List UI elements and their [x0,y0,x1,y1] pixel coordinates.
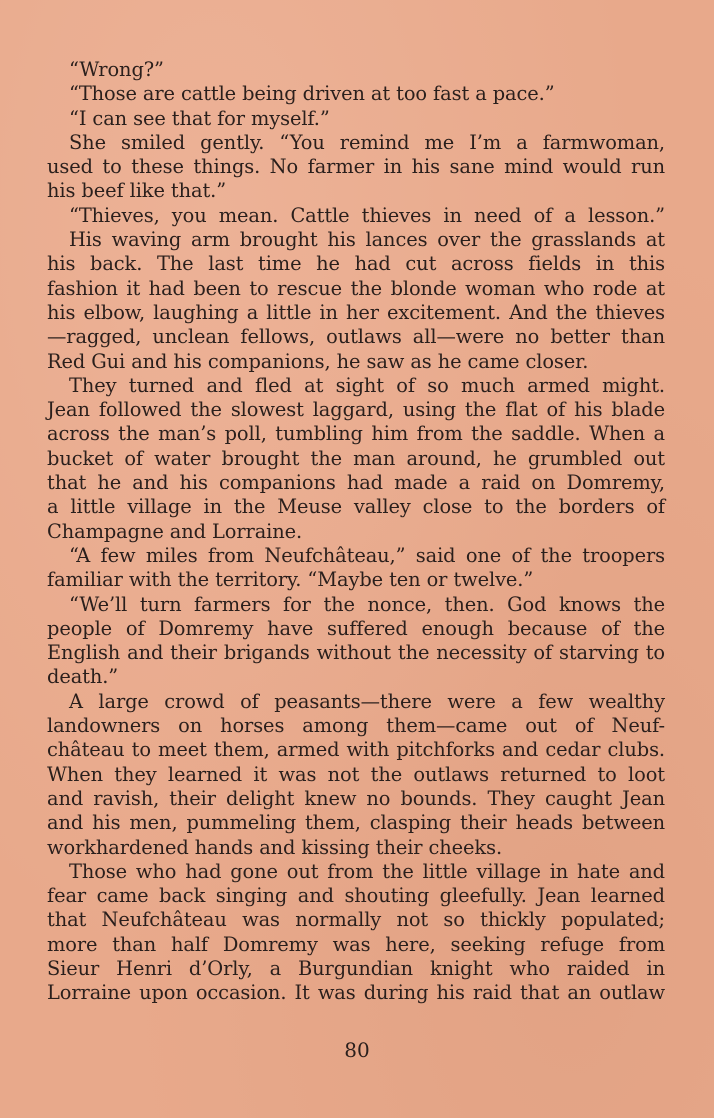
text-line: death.” [47,665,119,689]
page-number: 80 [344,1038,370,1062]
text-line: his back. The last time he had cut across fields in this [47,252,665,276]
text-line: “Wrong?” [69,58,164,81]
text-line: Lorraine upon occasion. It was during his raid that an outlaw [47,981,665,1005]
text-line: that Neufchâteau was normally not so thickly populated; [47,908,665,932]
text-line: English and their brigands without the necessity of starving to [47,641,665,665]
text-line: When they learned it was not the outlaws returned to loot [47,762,665,786]
text-line: She smiled gently. “You remind me I’m a farmwoman, [69,130,665,154]
text-line: people of Domremy have suffered enough because of the [47,616,665,640]
text-line: and his men, pummeling them, clasping their heads between [47,811,665,835]
text-line: his beef like that.” [47,179,227,203]
text-line: more than half Domremy was here, seeking refuge from [47,932,665,956]
text-line: Those who had gone out from the little village in hate and [69,859,665,883]
text-line: fashion it had been to rescue the blonde woman who rode at [47,276,665,300]
body-text [47,58,665,1006]
text-line: They turned and fled at sight of so much armed might. [69,373,665,397]
text-line: used to these things. No farmer in his sane mind would run [47,155,665,179]
text-line: Sieur Henri d’Orly, a Burgundian knight who raided in [47,956,665,980]
text-line: “Those are cattle being driven at too fast a pace.” [69,82,555,106]
text-line: Red Gui and his companions, he saw as he came closer. [47,349,589,373]
text-line: bucket of water brought the man around, he grumbled out [47,446,665,470]
text-line: fear came back singing and shouting gleefully. Jean learned [47,884,665,908]
text-line: Champagne and Lorraine. [47,519,303,543]
text-line: familiar with the territory. “Maybe ten or twelve.” [47,568,534,592]
text-line: and ravish, their delight knew no bounds. They caught Jean [47,786,665,810]
text-line: his elbow, laughing a little in her excitement. And the thieves [47,300,665,324]
text-line: —ragged, unclean fellows, outlaws all—were no better than [47,325,665,349]
text-line: “We’ll turn farmers for the nonce, then. God knows the [69,592,665,616]
text-line: that he and his companions had made a raid on Domremy, [47,471,665,495]
text-line: “I can see that for myself.” [69,106,330,130]
text-line: a little village in the Meuse valley close to the borders of [47,495,665,519]
text-line: A large crowd of peasants—there were a few wealthy [69,689,665,713]
text-line: Jean followed the slowest laggard, using the flat of his blade [47,398,665,422]
text-line: château to meet them, armed with pitchforks and cedar clubs. [47,738,665,762]
text-line: “A few miles from Neufchâteau,” said one of the troopers [69,543,665,567]
text-line: workhardened hands and kissing their cheeks. [47,835,503,859]
text-line: landowners on horses among them—came out of Neuf- [47,714,665,738]
text-line: “Thieves, you mean. Cattle thieves in need of a lesson.” [69,203,665,227]
text-line: across the man’s poll, tumbling him from the saddle. When a [47,422,665,446]
text-line: His waving arm brought his lances over the grasslands at [69,228,665,252]
